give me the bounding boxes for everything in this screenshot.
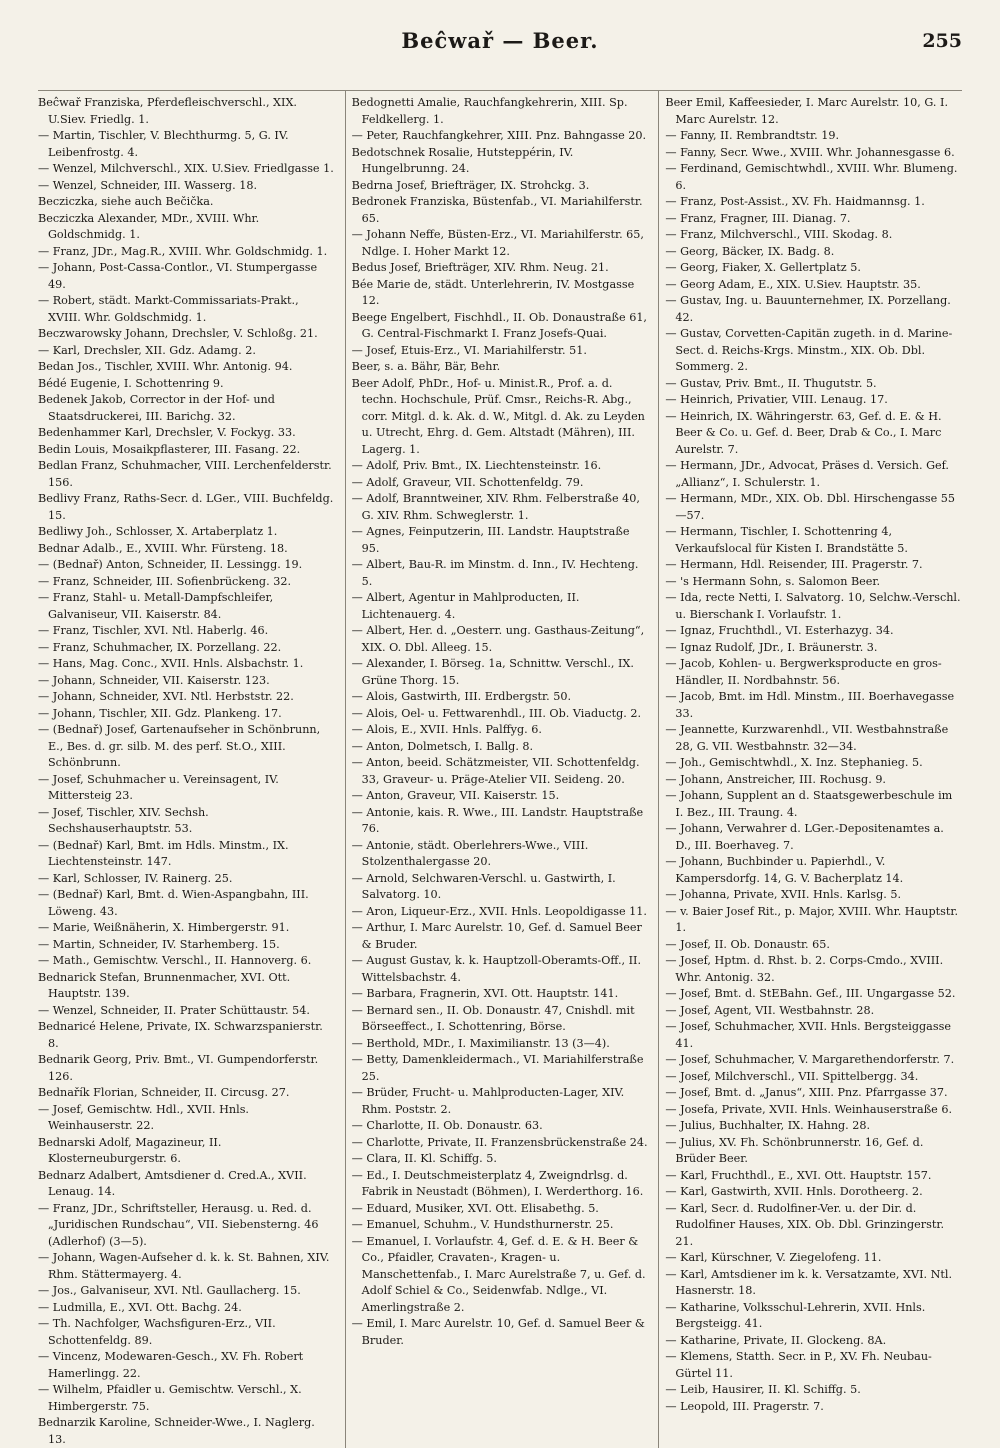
directory-columns [38, 90, 962, 1448]
directory-entry: — Karl, Amtsdiener im k. k. Versatzamte, XVI. Ntl. Hasnerstr. 18. [665, 1267, 953, 1297]
directory-entry: — Franz, Tischler, XVI. Ntl. Haberlg. 46. [38, 624, 269, 637]
directory-entry: Beer Adolf, PhDr., Hof- u. Minist.R., Prof. a. d. techn. Hochschule, Prüf. Cmsr., Reichs-R. Abg., corr. Mitgl. d. k. Ak. d. W., Mitgl. d. Ak. zu Leyden u. Utrecht, Ehrg. d. Gem. Altstadt (Mähren), III. Lagerg. 1. [351, 376, 645, 456]
directory-entry: Bedotschnek Rosalie, Hutsteppérin, IV. Hungelbrunng. 24. [351, 145, 574, 175]
directory-entry: — Alois, Gastwirth, III. Erdbergstr. 50. [351, 690, 571, 703]
directory-entry: Beer, s. a. Bähr, Bär, Behr. [351, 360, 501, 373]
directory-entry: — Albert, Agentur in Mahlproducten, II. Lichtenauerg. 4. [351, 591, 580, 621]
directory-entry: — (Bednař) Josef, Gartenaufseher in Schönbrunn, E., Bes. d. gr. silb. M. des perf. St.O., XIII. Schönbrunn. [38, 723, 321, 769]
directory-entry: — Johann, Verwahrer d. LGer.-Depositenamtes a. D., III. Boerhaveg. 7. [665, 822, 944, 852]
directory-entry: — Math., Gemischtw. Verschl., II. Hannoverg. 6. [38, 954, 312, 967]
directory-entry: Bedin Louis, Mosaikpflasterer, III. Fasang. 22. [38, 442, 301, 456]
column-1 [38, 91, 335, 1448]
directory-entry: — Karl, Schlosser, IV. Rainerg. 25. [38, 871, 233, 885]
directory-entry: — Anton, Graveur, VII. Kaiserstr. 15. [351, 789, 560, 802]
directory-entry: — Fanny, Secr. Wwe., XVIII. Whr. Johannesgasse 6. [665, 145, 955, 159]
directory-entry: — Berthold, MDr., I. Maximilianstr. 13 (3—4). [351, 1036, 610, 1050]
directory-entry: — Marie, Weißnäherin, X. Himbergerstr. 91. [38, 921, 290, 934]
directory-entry: — Johann, Schneider, XVI. Ntl. Herbststr. 22. [38, 690, 294, 703]
directory-entry: — Johann Neffe, Büsten-Erz., VI. Mariahilferstr. 65, Ndlge. I. Hoher Markt 12. [351, 228, 644, 258]
directory-entry: — Franz, Milchverschl., VIII. Skodag. 8. [665, 228, 893, 241]
directory-entry: Bednarz Adalbert, Amtsdiener d. Cred.A., XVII. Lenaug. 14. [38, 1168, 307, 1198]
directory-entry: — Josef, Bmt. d. „Janus“, XIII. Pnz. Pfarrgasse 37. [665, 1086, 948, 1099]
directory-entry: — Katharine, Private, II. Glockeng. 8A. [665, 1333, 887, 1347]
directory-entry: — Vincenz, Modewaren-Gesch., XV. Fh. Robert Hamerlingg. 22. [38, 1350, 304, 1380]
directory-entry: — Josef, Agent, VII. Westbahnstr. 28. [665, 1003, 875, 1017]
directory-entry: — Gustav, Priv. Bmt., II. Thugutstr. 5. [665, 376, 877, 390]
column-3 [658, 91, 962, 1448]
directory-entry: — Karl, Gastwirth, XVII. Hnls. Dorotheerg. 2. [665, 1185, 923, 1198]
directory-entry: Bednar Adalb., E., XVIII. Whr. Fürsteng. 18. [38, 541, 288, 555]
directory-entry: — Emanuel, Schuhm., V. Hundsthurnerstr. 25. [351, 1218, 614, 1231]
directory-entry: Bedan Jos., Tischler, XVIII. Whr. Antonig. 94. [38, 360, 293, 373]
directory-entry: — Johann, Tischler, XII. Gdz. Plankeng. 17. [38, 706, 282, 720]
directory-entry: — Barbara, Fragnerin, XVI. Ott. Hauptstr. 141. [351, 987, 619, 1000]
directory-entry: — Gustav, Corvetten-Capitän zugeth. in d. Marine-Sect. d. Reichs-Krgs. Minstm., XIX. Ob. Dbl. Sommerg. 2. [665, 327, 953, 373]
directory-entry: — 's Hermann Sohn, s. Salomon Beer. [665, 574, 881, 588]
directory-entry: — Alexander, I. Börseg. 1a, Schnittw. Verschl., IX. Grüne Thorg. 15. [351, 657, 634, 687]
directory-entry: Bednarick Stefan, Brunnenmacher, XVI. Ott. Hauptstr. 139. [38, 970, 291, 1000]
directory-entry: — Josef, Schuhmacher, V. Margarethendorferstr. 7. [665, 1053, 955, 1066]
directory-entry: — Ed., I. Deutschmeisterplatz 4, Zweigndrlsg. d. Fabrik in Neustadt (Böhmen), I. Werderthorg. 16. [351, 1168, 644, 1198]
directory-entry: — Johann, Supplent an d. Staatsgewerbeschule im I. Bez., III. Traung. 4. [665, 789, 953, 819]
directory-entry: — Josefa, Private, XVII. Hnls. Weinhauserstraße 6. [665, 1102, 953, 1116]
directory-entry: — Alois, Oel- u. Fettwarenhdl., III. Ob. Viaductg. 2. [351, 706, 642, 720]
directory-entry: — Peter, Rauchfangkehrer, XIII. Pnz. Bahngasse 20. [351, 129, 647, 142]
directory-entry: — Ida, recte Netti, I. Salvatorg. 10, Selchw.-Verschl. u. Bierschank I. Vorlaufstr. 1. [665, 591, 961, 621]
directory-entry: — Hermann, MDr., XIX. Ob. Dbl. Hirschengasse 55—57. [665, 492, 955, 522]
directory-entry: — Ludmilla, E., XVI. Ott. Bachg. 24. [38, 1300, 242, 1314]
directory-entry: — Josef, Milchverschl., VII. Spittelbergg. 34. [665, 1069, 919, 1083]
directory-entry: — Franz, Stahl- u. Metall-Dampfschleifer, Galvaniseur, VII. Kaiserstr. 84. [38, 591, 274, 621]
directory-entry: — Klemens, Statth. Secr. in P., XV. Fh. Neubau-Gürtel 11. [665, 1350, 932, 1380]
directory-entry: — (Bednař) Karl, Bmt. d. Wien-Aspangbahn, III. Löweng. 43. [38, 888, 309, 918]
directory-entry: — Wenzel, Schneider, II. Prater Schüttaustr. 54. [38, 1003, 310, 1017]
directory-entry: — Joh., Gemischtwhdl., X. Inz. Stephanieg. 5. [665, 756, 923, 769]
directory-entry: Bedenek Jakob, Corrector in der Hof- und Staatsdruckerei, III. Barichg. 32. [38, 393, 275, 423]
directory-entry: — Franz, JDr., Mag.R., XVIII. Whr. Goldschmidg. 1. [38, 244, 328, 258]
directory-entry: — Johann, Wagen-Aufseher d. k. k. St. Bahnen, XIV. Rhm. Stättermayerg. 4. [38, 1251, 330, 1281]
directory-entry: — Jacob, Kohlen- u. Bergwerksproducte en gros-Händler, II. Nordbahnstr. 56. [665, 657, 942, 687]
directory-entry: — Johann, Post-Cassa-Contlor., VI. Stumpergasse 49. [38, 261, 318, 291]
directory-entry: Bédé Eugenie, I. Schottenring 9. [38, 376, 224, 390]
directory-entry: — Bernard sen., II. Ob. Donaustr. 47, Cnishdl. mit Börseeffect., I. Schottenring, Börse. [351, 1003, 635, 1033]
directory-entry: — Leib, Hausirer, II. Kl. Schiffg. 5. [665, 1383, 861, 1396]
directory-entry: — Agnes, Feinputzerin, III. Landstr. Hauptstraße 95. [351, 525, 630, 555]
directory-entry: — Anton, beeid. Schätzmeister, VII. Schottenfeldg. 33, Graveur- u. Präge-Atelier VII. Seideng. 20. [351, 756, 640, 786]
directory-entry: Bedrna Josef, Briefträger, IX. Strohckg. 3. [351, 178, 590, 192]
directory-entry: Beĉwař Franziska, Pferdefleischverschl., XIX. U.Siev. Friedlg. 1. [38, 96, 297, 126]
page-header [38, 28, 962, 60]
directory-entry: — Brüder, Frucht- u. Mahlproducten-Lager, XIV. Rhm. Poststr. 2. [351, 1086, 625, 1116]
directory-entry: — Jeannette, Kurzwarenhdl., VII. Westbahnstraße 28, G. VII. Westbahnstr. 32—34. [665, 723, 949, 753]
directory-entry: Beer Emil, Kaffeesieder, I. Marc Aurelstr. 10, G. I. Marc Aurelstr. 12. [665, 96, 949, 126]
directory-entry: — Eduard, Musiker, XVI. Ott. Elisabethg. 5. [351, 1201, 599, 1215]
directory-entry: — Antonie, kais. R. Wwe., III. Landstr. Hauptstraße 76. [351, 805, 644, 835]
directory-entry: — Karl, Secr. d. Rudolfiner-Ver. u. der Dir. d. Rudolfiner Hauses, XIX. Ob. Dbl. Grinzingerstr. 21. [665, 1201, 945, 1248]
directory-entry: Bedenhammer Karl, Drechsler, V. Fockyg. 33. [38, 426, 296, 439]
directory-entry: — Wilhelm, Pfaidler u. Gemischtw. Verschl., X. Himbergerstr. 75. [38, 1383, 302, 1413]
directory-entry: — Georg, Bäcker, IX. Badg. 8. [665, 244, 835, 258]
directory-entry: — v. Baier Josef Rit., p. Major, XVIII. Whr. Hauptstr. 1. [665, 904, 959, 934]
directory-entry: — Josef, Etuis-Erz., VI. Mariahilferstr. 51. [351, 343, 587, 357]
directory-entry: — Ferdinand, Gemischtwhdl., XVIII. Whr. Blumeng. 6. [665, 162, 958, 192]
directory-entry: Bedronek Franziska, Büstenfab., VI. Mariahilferstr. 65. [351, 195, 643, 225]
directory-entry: — Robert, städt. Markt-Commissariats-Prakt., XVIII. Whr. Goldschmidg. 1. [38, 294, 299, 324]
directory-entry: — Adolf, Graveur, VII. Schottenfeldg. 79. [351, 475, 584, 489]
directory-entry: — Johann, Anstreicher, III. Rochusg. 9. [665, 772, 886, 786]
directory-entry: — Adolf, Priv. Bmt., IX. Liechtensteinstr. 16. [351, 459, 602, 472]
directory-entry: — Josef, Gemischtw. Hdl., XVII. Hnls. Weinhauserstr. 22. [38, 1102, 249, 1132]
directory-entry: — Josef, Hptm. d. Rhst. b. 2. Corps-Cmdo., XVIII. Whr. Antonig. 32. [665, 954, 944, 984]
directory-entry: — Franz, Post-Assist., XV. Fh. Haidmannsg. 1. [665, 195, 925, 208]
directory-entry: Becziczka Alexander, MDr., XVIII. Whr. Goldschmidg. 1. [38, 211, 260, 241]
directory-entry: — (Bednař) Anton, Schneider, II. Lessingg. 19. [38, 558, 303, 571]
directory-entry: — Josef, Tischler, XIV. Sechsh. Sechshauserhauptstr. 53. [38, 805, 209, 835]
directory-entry: — Adolf, Branntweiner, XIV. Rhm. Felberstraße 40, G. XIV. Rhm. Schweglerstr. 1. [351, 492, 640, 522]
directory-entry: Bednarik Georg, Priv. Bmt., VI. Gumpendorferstr. 126. [38, 1053, 319, 1083]
directory-entry: — Hermann, Hdl. Reisender, III. Pragerstr. 7. [665, 558, 923, 571]
directory-entry: — Albert, Bau-R. im Minstm. d. Inn., IV. Hechteng. 5. [351, 558, 639, 588]
directory-entry: — Hans, Mag. Conc., XVII. Hnls. Alsbachstr. 1. [38, 657, 304, 670]
directory-entry: — Wenzel, Milchverschl., XIX. U.Siev. Friedlgasse 1. [38, 162, 334, 175]
directory-entry: — Jacob, Bmt. im Hdl. Minstm., III. Boerhavegasse 33. [665, 690, 955, 720]
directory-entry: Bednařík Florian, Schneider, II. Circusg. 27. [38, 1086, 290, 1099]
directory-entry: — Johanna, Private, XVII. Hnls. Karlsg. 5. [665, 888, 902, 901]
directory-entry: Bedlan Franz, Schuhmacher, VIII. Lerchenfelderstr. 156. [38, 459, 332, 489]
running-head: Beĉwař — Beer. [401, 28, 599, 53]
directory-entry: — Josef, Schuhmacher u. Vereinsagent, IV. Mittersteig 23. [38, 772, 279, 802]
directory-entry: — Martin, Schneider, IV. Starhemberg. 15. [38, 937, 280, 951]
directory-entry: — Antonie, städt. Oberlehrers-Wwe., VIII. Stolzenthalergasse 20. [351, 838, 589, 868]
directory-entry: Beczwarowsky Johann, Drechsler, V. Schloßg. 21. [38, 327, 318, 340]
directory-entry: — Hermann, JDr., Advocat, Präses d. Versich. Gef. „Allianz“, I. Schulerstr. 1. [665, 459, 949, 489]
directory-entry: — Emil, I. Marc Aurelstr. 10, Gef. d. Samuel Beer & Bruder. [351, 1317, 645, 1347]
directory-entry: Bée Marie de, städt. Unterlehrerin, IV. Mostgasse 12. [351, 277, 635, 307]
directory-entry: — Albert, Her. d. „Oesterr. ung. Gasthaus-Zeitung“, XIX. O. Dbl. Alleeg. 15. [351, 624, 645, 654]
directory-entry: — Arnold, Selchwaren-Verschl. u. Gastwirth, I. Salvatorg. 10. [351, 871, 616, 901]
directory-entry: — Gustav, Ing. u. Bauunternehmer, IX. Porzellang. 42. [665, 294, 951, 324]
directory-entry: Bedognetti Amalie, Rauchfangkehrerin, XIII. Sp. Feldkellerg. 1. [351, 96, 628, 126]
directory-entry: Bedliwy Joh., Schlosser, X. Artaberplatz 1. [38, 525, 278, 538]
directory-entry: — Franz, JDr., Schriftsteller, Herausg. u. Red. d. „Juridischen Rundschau“, VII. Siebensterng. 46 (Adlerhof) (3—5). [38, 1201, 319, 1248]
directory-entry: — Fanny, II. Rembrandtstr. 19. [665, 129, 840, 142]
directory-entry: Bedus Josef, Briefträger, XIV. Rhm. Neug. 21. [351, 261, 609, 274]
directory-entry: — Julius, XV. Fh. Schönbrunnerstr. 16, Gef. d. Brüder Beer. [665, 1135, 924, 1165]
directory-entry: — August Gustav, k. k. Hauptzoll-Oberamts-Off., II. Wittelsbachstr. 4. [351, 954, 642, 984]
directory-entry: — Hermann, Tischler, I. Schottenring 4, Verkaufslocal für Kisten I. Brandstätte 5. [665, 525, 908, 555]
directory-entry: — Georg, Fiaker, X. Gellertplatz 5. [665, 261, 861, 274]
directory-entry: Bedlivy Franz, Raths-Secr. d. LGer., VIII. Buchfeldg. 15. [38, 492, 334, 522]
directory-entry: — Georg Adam, E., XIX. U.Siev. Hauptstr. 35. [665, 277, 921, 291]
directory-entry: — Ignaz, Fruchthdl., VI. Esterhazyg. 34. [665, 624, 894, 637]
directory-entry: — Johann, Buchbinder u. Papierhdl., V. Kampersdorfg. 14, G. V. Bacherplatz 14. [665, 855, 904, 885]
directory-entry: — Wenzel, Schneider, III. Wasserg. 18. [38, 178, 257, 192]
directory-entry: Bednaricé Helene, Private, IX. Schwarzspanierstr. 8. [38, 1020, 323, 1050]
directory-entry: — Josef, II. Ob. Donaustr. 65. [665, 937, 830, 951]
directory-entry: — Katharine, Volksschul-Lehrerin, XVII. Hnls. Bergsteigg. 41. [665, 1300, 926, 1330]
directory-entry: — Alois, E., XVII. Hnls. Palffyg. 6. [351, 723, 542, 736]
directory-entry: — Franz, Schneider, III. Sofienbrückeng. 32. [38, 574, 291, 588]
directory-entry: — Aron, Liqueur-Erz., XVII. Hnls. Leopoldigasse 11. [351, 904, 647, 918]
directory-entry: — Heinrich, IX. Währingerstr. 63, Gef. d. E. & H. Beer & Co. u. Gef. d. Beer, Drab & Co., I. Marc Aurelstr. 7. [665, 409, 942, 456]
directory-entry: Beege Engelbert, Fischhdl., II. Ob. Donaustraße 61, G. Central-Fischmarkt I. Franz Josefs-Quai. [351, 310, 647, 340]
directory-entry: — Leopold, III. Pragerstr. 7. [665, 1399, 824, 1413]
directory-entry: Becziczka, siehe auch Bečička. [38, 195, 214, 208]
directory-entry: — (Bednař) Karl, Bmt. im Hdls. Minstm., IX. Liechtensteinstr. 147. [38, 838, 289, 868]
directory-entry: — Josef, Bmt. d. StEBahn. Gef., III. Ungargasse 52. [665, 987, 956, 1000]
directory-entry: — Franz, Schuhmacher, IX. Porzellang. 22. [38, 640, 282, 654]
directory-entry: — Charlotte, II. Ob. Donaustr. 63. [351, 1119, 543, 1132]
directory-entry: — Th. Nachfolger, Wachsfiguren-Erz., VII. Schottenfeldg. 89. [38, 1317, 276, 1347]
directory-entry: — Clara, II. Kl. Schiffg. 5. [351, 1152, 497, 1165]
directory-entry: — Betty, Damenkleidermach., VI. Mariahilferstraße 25. [351, 1053, 644, 1083]
directory-entry: — Karl, Kürschner, V. Ziegelofeng. 11. [665, 1251, 882, 1264]
directory-entry: — Johann, Schneider, VII. Kaiserstr. 123. [38, 673, 270, 687]
directory-entry: Bednarzik Karoline, Schneider-Wwe., I. Naglerg. 13. [38, 1416, 315, 1446]
page-number: 255 [922, 30, 962, 52]
directory-entry: — Martin, Tischler, V. Blechthurmg. 5, G. IV. Leibenfrostg. 4. [38, 129, 289, 159]
directory-entry: — Josef, Schuhmacher, XVII. Hnls. Bergsteiggasse 41. [665, 1020, 951, 1050]
directory-entry: — Charlotte, Private, II. Franzensbrückenstraße 24. [351, 1135, 648, 1149]
column-2 [345, 91, 649, 1448]
directory-entry: Bednarski Adolf, Magazineur, II. Klosterneuburgerstr. 6. [38, 1135, 222, 1165]
directory-entry: — Jos., Galvaniseur, XVI. Ntl. Gaullacherg. 15. [38, 1284, 301, 1297]
directory-entry: — Julius, Buchhalter, IX. Hahng. 28. [665, 1119, 871, 1132]
directory-entry: — Arthur, I. Marc Aurelstr. 10, Gef. d. Samuel Beer & Bruder. [351, 921, 642, 951]
directory-entry: — Karl, Drechsler, XII. Gdz. Adamg. 2. [38, 343, 256, 357]
directory-entry: — Franz, Fragner, III. Dianag. 7. [665, 211, 851, 225]
directory-entry: — Karl, Fruchthdl., E., XVI. Ott. Hauptstr. 157. [665, 1168, 932, 1182]
directory-entry: — Emanuel, I. Vorlaufstr. 4, Gef. d. E. & H. Beer & Co., Pfaidler, Cravaten-, Kragen- u. Manschettenfab., I. Marc Aurelstraße 7, u. Gef. d. Adolf Schiel & Co., Seidenwfab. Ndlge., VI. Amerlingstraße 2. [351, 1234, 646, 1314]
directory-entry: — Heinrich, Privatier, VIII. Lenaug. 17. [665, 393, 888, 406]
directory-entry: — Anton, Dolmetsch, I. Ballg. 8. [351, 739, 534, 753]
directory-entry: — Ignaz Rudolf, JDr., I. Bräunerstr. 3. [665, 640, 878, 654]
